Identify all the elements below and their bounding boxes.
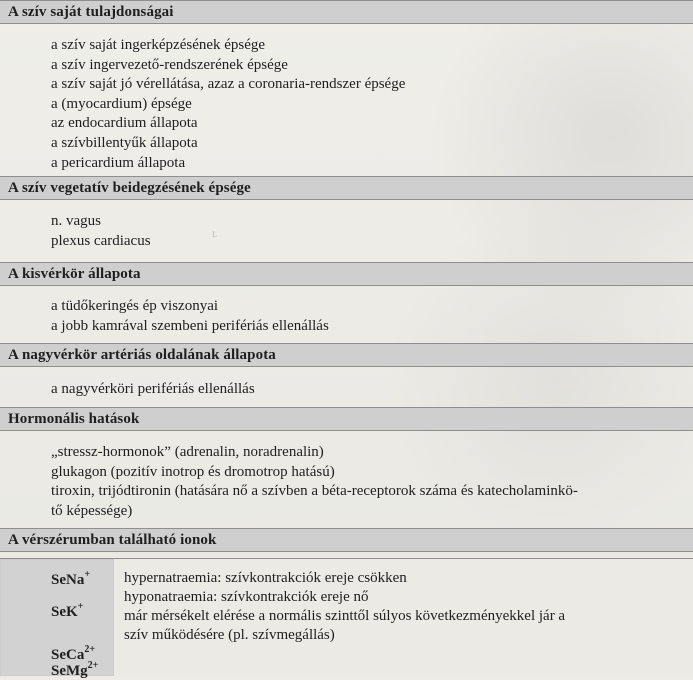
section-header-pulmonary-circulation: A kisvérkör állapota bbox=[0, 262, 693, 286]
list-item: a szív saját ingerképzésének épsége bbox=[51, 37, 266, 53]
list-item: tő képessége) bbox=[51, 502, 133, 519]
section-header-hormonal-effects: Hormonális hatások bbox=[0, 407, 693, 431]
scan-mark: ʟ bbox=[212, 226, 218, 240]
ion-label-sodium bbox=[51, 567, 90, 589]
list-item: a szívbillentyűk állapota bbox=[51, 134, 198, 151]
list-item: „stressz-hormonok” (adrenalin, noradrenalin) bbox=[51, 444, 324, 460]
list-item: tiroxin, trijódtironin (hatására nő a szívben a béta-receptorok száma és katecholaminkö- bbox=[51, 483, 578, 500]
section-header-systemic-arterial: A nagyvérkör artériás oldalának állapota bbox=[0, 343, 693, 367]
ion-superscript: 2+ bbox=[84, 644, 96, 655]
ion-superscript: + bbox=[77, 601, 84, 612]
section-body-pulmonary-circulation bbox=[51, 297, 329, 336]
section-body-systemic-arterial bbox=[51, 380, 255, 400]
ion-base: SeCa bbox=[51, 647, 85, 663]
list-item: plexus cardiacus bbox=[51, 232, 151, 249]
list-item: a szív saját jó vérellátása, azaz a coronaria-rendszer épsége bbox=[51, 76, 406, 93]
list-item: az endocardium állapota bbox=[51, 115, 198, 132]
ion-text-line: hyponatraemia: szívkontrakciók ereje nő bbox=[124, 589, 369, 605]
list-item: a pericardium állapota bbox=[51, 154, 186, 171]
ion-base: SeK bbox=[51, 604, 78, 620]
list-item: a (myocardium) épsége bbox=[51, 95, 192, 112]
ion-label-magnesium bbox=[51, 658, 98, 680]
ion-description bbox=[124, 569, 565, 645]
ion-superscript: + bbox=[84, 569, 91, 580]
list-item: glukagon (pozitív inotrop és dromotrop hatású) bbox=[51, 463, 335, 480]
ion-text-line: hypernatraemia: szívkontrakciók ereje csökken bbox=[124, 570, 407, 586]
list-item: a nagyvérköri perifériás ellenállás bbox=[51, 381, 255, 397]
list-item: a jobb kamrával szembeni perifériás ellenállás bbox=[51, 317, 329, 334]
ion-base: SeNa bbox=[51, 572, 85, 588]
section-header-autonomic-innervation: A szív vegetatív beidegzésének épsége bbox=[0, 176, 693, 200]
section-body-autonomic-innervation bbox=[51, 212, 151, 251]
section-header-heart-properties: A szív saját tulajdonságai bbox=[0, 0, 693, 24]
ion-superscript: 2+ bbox=[87, 660, 99, 671]
section-header-serum-ions: A vérszérumban található ionok bbox=[0, 528, 693, 552]
list-item: n. vagus bbox=[51, 213, 101, 229]
ion-text-line: már mérsékelt elérése a normális szinttől súlyos következményekkel jár a bbox=[124, 608, 566, 624]
ion-base: SeMg bbox=[51, 663, 88, 679]
section-body-hormonal-effects bbox=[51, 443, 671, 521]
list-item: a tüdőkeringés ép viszonyai bbox=[51, 298, 219, 314]
section-body-heart-properties bbox=[51, 36, 405, 173]
ion-label-potassium bbox=[51, 599, 83, 621]
ion-table bbox=[0, 558, 693, 679]
ion-text-line: szív működésére (pl. szívmegállás) bbox=[124, 627, 335, 643]
list-item: a szív ingervezető-rendszerének épsége bbox=[51, 56, 288, 73]
